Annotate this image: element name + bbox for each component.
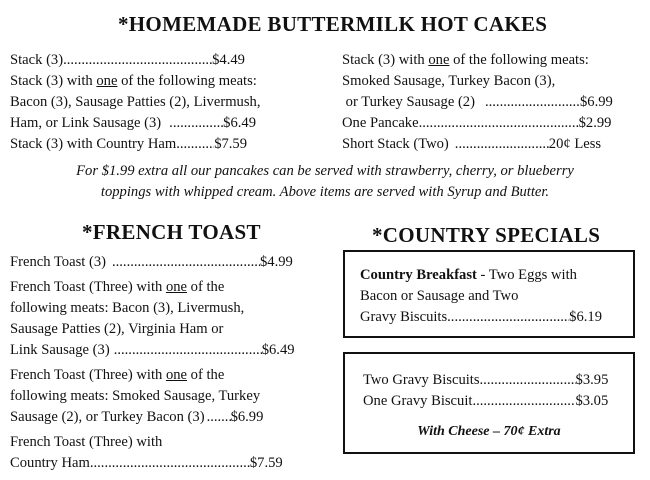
french-toast-title: *FRENCH TOAST <box>82 220 261 244</box>
cheese-note: With Cheese – 70¢ Extra <box>417 424 561 439</box>
list-item: Stack (3) with one of the following meats: <box>10 73 257 89</box>
list-item: following meats: Smoked Sausage, Turkey <box>10 388 261 404</box>
hotcakes-title: *HOMEMADE BUTTERMILK HOT CAKES <box>118 12 548 36</box>
list-item: One Gravy Biscuit..... $3.05 <box>363 391 631 412</box>
list-item: Smoked Sausage, Turkey Bacon (3), <box>342 73 556 89</box>
country-breakfast-box <box>343 250 635 338</box>
list-item: Sausage Patties (2), Virginia Ham or <box>10 321 224 337</box>
gravy-biscuits-box <box>343 352 635 454</box>
list-item: Country Breakfast - Two Eggs with <box>360 267 577 283</box>
french-toast-list <box>10 252 310 474</box>
list-item: Stack (3)..... $4.49 <box>10 50 302 71</box>
list-item: Sausage (2), or Turkey Bacon (3)..... $6.99 <box>10 407 310 428</box>
list-item: French Toast (Three) with one of the <box>10 367 225 383</box>
hotcakes-note: For $1.99 extra all our pancakes can be served with strawberry, cherry, or blueberry toppings with whipped cream. Above items are served with Syrup and Butter. <box>76 163 574 200</box>
list-item: French Toast (3)..... $4.99 <box>10 252 310 273</box>
list-item: Link Sausage (3)..... $6.49 <box>10 340 310 361</box>
list-item: Two Gravy Biscuits..... $3.95 <box>363 370 631 391</box>
list-item: Gravy Biscuits..... $6.19 <box>360 307 630 328</box>
list-item: French Toast (Three) with one of the <box>10 279 225 295</box>
list-item: One Pancake..... $2.99 <box>342 113 642 134</box>
list-item: French Toast (Three) with <box>10 434 163 450</box>
list-item: Country Ham..... $7.59 <box>10 453 310 474</box>
list-item: following meats: Bacon (3), Livermush, <box>10 300 245 316</box>
list-item: Bacon or Sausage and Two <box>360 288 519 304</box>
list-item: Bacon (3), Sausage Patties (2), Livermush, <box>10 94 261 110</box>
country-specials-title: *COUNTRY SPECIALS <box>372 223 601 247</box>
list-item: Ham, or Link Sausage (3)..... $6.49 <box>10 113 302 134</box>
list-item: Stack (3) with Country Ham..... $7.59 <box>10 134 302 155</box>
list-item: Stack (3) with one of the following meats: <box>342 52 589 68</box>
list-item: or Turkey Sausage (2)..... $6.99 <box>342 92 642 113</box>
hotcakes-right-list <box>342 50 642 155</box>
list-item: Short Stack (Two)..... 20¢ Less <box>342 134 642 155</box>
hotcakes-left-list <box>10 50 302 155</box>
